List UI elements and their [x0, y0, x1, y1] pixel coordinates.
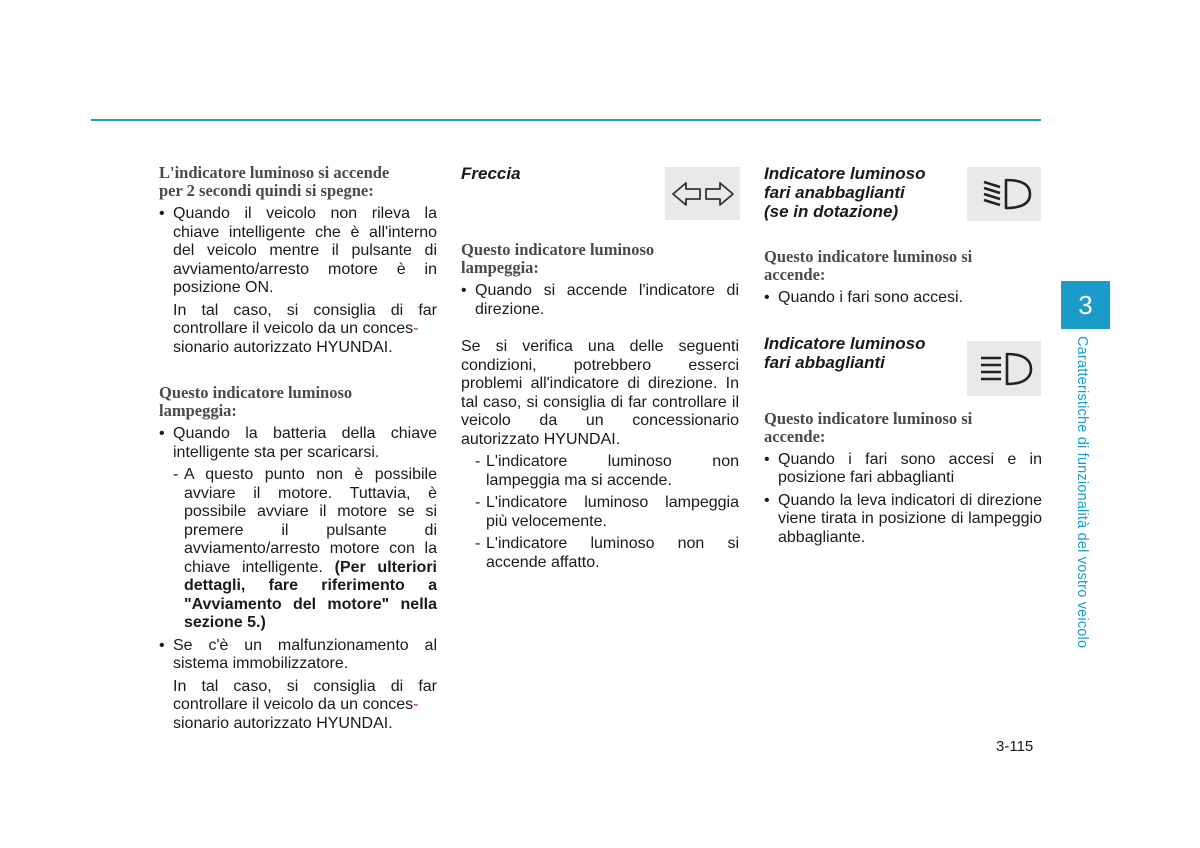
sub-list-item: - L'indicatore luminoso non si accende affatto. [461, 535, 739, 572]
list-item: • Quando la batteria della chiave intelligente sta per scaricarsi. [159, 425, 437, 462]
list-item: • Quando i fari sono accesi. [764, 289, 1042, 308]
chapter-tab: 3 [1061, 281, 1110, 329]
section-heading: Questo indicatore luminoso si accende: [764, 247, 973, 284]
paragraph: In tal caso, si consiglia di far controllare il veicolo da un conces- sionario autorizzato HYUNDAI. [173, 677, 437, 732]
paragraph: In tal caso, si consiglia di far controllare il veicolo da un conces- sionario autorizzato HYUNDAI. [173, 301, 437, 356]
sub-list-item: - L'indicatore luminoso lampeggia più velocemente. [461, 494, 739, 531]
section-heading: Questo indicatore luminoso lampeggia: [461, 240, 655, 277]
sub-list-item: - A questo punto non è possibile avviare il motore. Tuttavia, è possibile avviare il motore se si premere il pulsante di avviamento/arresto motore con la chiave intelligente. (Per ulteriori dettagli, fare riferimento a "Avviamento del motore" nella sezione 5.) [159, 466, 437, 633]
list-item: • Quando il veicolo non rileva la chiave intelligente che è all'interno del veicolo mentre il pulsante di avviamento/arresto motore è in posizione ON. [159, 205, 437, 298]
paragraph: Se si verifica una delle seguenti condizioni, potrebbero esserci problemi all'indicatore di direzione. In tal caso, si consiglia di far controllare il veicolo da un concessionario autorizzato HYUNDAI. [461, 338, 739, 448]
high-beam-icon [967, 341, 1041, 396]
page-number: 3-115 [996, 738, 1034, 755]
section-title: Indicatore luminoso fari anabbaglianti (se in dotazione) [764, 164, 926, 221]
low-beam-icon [967, 167, 1041, 221]
turn-signal-arrows-icon [665, 167, 740, 220]
sub-list-item: - L'indicatore luminoso non lampeggia ma si accende. [461, 453, 739, 490]
section-title: Indicatore luminoso fari abbaglianti [764, 333, 926, 372]
column-turn-signal [461, 164, 739, 572]
section-heading: L'indicatore luminoso si accende per 2 secondi quindi si spegne: [159, 163, 390, 200]
list-item: • Quando la leva indicatori di direzione viene tirata in posizione di lampeggio abbagliante. [764, 492, 1042, 548]
column-immobilizer [159, 164, 437, 733]
list-item: • Quando si accende l'indicatore di direzione. [461, 282, 739, 319]
section-heading: Questo indicatore luminoso lampeggia: [159, 383, 353, 420]
list-item: • Quando i fari sono accesi e in posizione fari abbaglianti [764, 451, 1042, 488]
header-rule [91, 119, 1041, 121]
chapter-title: Caratteristiche di funzionalità del vostro veicolo [1074, 336, 1090, 649]
section-title: Freccia [461, 164, 521, 183]
list-item: • Se c'è un malfunzionamento al sistema immobilizzatore. [159, 637, 437, 674]
section-heading: Questo indicatore luminoso si accende: [764, 408, 973, 446]
